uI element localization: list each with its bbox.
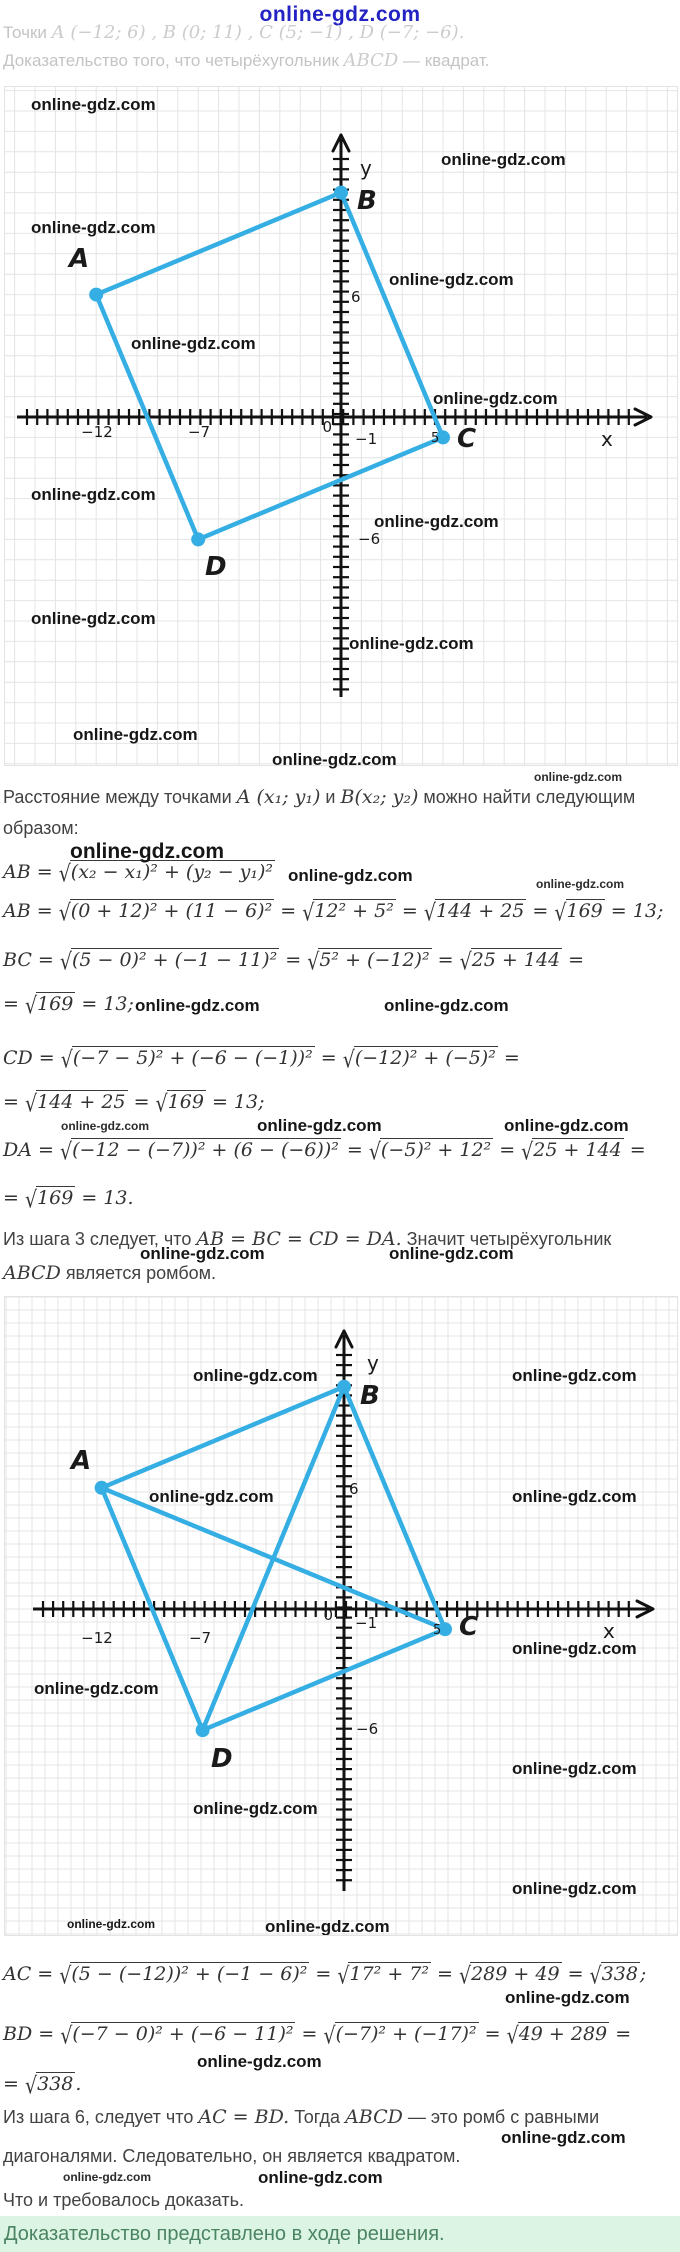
- coordinate-plane-2: [4, 1296, 678, 1936]
- text-run: =: [430, 1963, 459, 1985]
- graph-label-x: x: [603, 1619, 615, 1643]
- sqrt-expression: [24, 2073, 75, 2100]
- watermark: online-gdz.com: [501, 2128, 626, 2147]
- radical-sign: √: [423, 900, 436, 927]
- watermark: online-gdz.com: [258, 2168, 383, 2187]
- graph-label-6: 6: [349, 1480, 359, 1498]
- watermark: online-gdz.com: [131, 334, 256, 353]
- solution-line-dist-2: [3, 818, 79, 839]
- radical-sign: √: [24, 1091, 38, 1118]
- text-run: Из шага 3 следует, что: [3, 1229, 197, 1249]
- text-run: AC =: [3, 1963, 60, 1985]
- text-run: AB =: [3, 861, 59, 883]
- text-run: DA =: [3, 1139, 60, 1161]
- watermark: online-gdz.com: [374, 512, 499, 531]
- radicand: 49 + 289: [518, 2023, 608, 2045]
- text-run: = 13;: [75, 993, 134, 1015]
- radical-sign: √: [60, 2023, 73, 2050]
- graph-label-−12: −12: [81, 423, 113, 441]
- radicand: 169: [566, 900, 603, 922]
- text-run: Что и требовалось доказать.: [3, 2190, 245, 2210]
- watermark: online-gdz.com: [70, 840, 224, 863]
- text-run: =: [127, 1091, 156, 1113]
- graph-label-−7: −7: [188, 1629, 212, 1647]
- watermark: online-gdz.com: [31, 609, 156, 628]
- solution-line-bd-calc-1: [3, 2022, 632, 2050]
- sqrt-expression: [58, 900, 275, 927]
- solution-line-ac-calc: [3, 1962, 647, 1990]
- radical-sign: √: [24, 993, 38, 1020]
- watermark: online-gdz.com: [504, 1116, 629, 1135]
- text-run: ;: [639, 1963, 647, 1985]
- points-statement: [3, 22, 464, 43]
- radicand: 5² + (−12)²: [319, 949, 430, 971]
- solution-line-dist-1: [3, 786, 635, 808]
- inline-math: A (−12; 6) , B (0; 11) , C (5; −1) , D (−7; −6).: [51, 22, 465, 43]
- radicand: 17² + 7²: [349, 1963, 429, 1985]
- radicand: 169: [167, 1091, 204, 1113]
- text-run: =: [562, 949, 585, 971]
- sqrt-expression: [58, 861, 275, 888]
- point-D: [191, 532, 205, 546]
- text-run: Тогда: [289, 2107, 346, 2127]
- text-run: =: [478, 2023, 507, 2045]
- text-run: Точки: [3, 23, 52, 42]
- text-run: BD =: [3, 2023, 61, 2045]
- solution-line-cd-calc-2: [3, 1090, 265, 1118]
- text-run: =: [3, 2073, 25, 2095]
- text-run: — это ромб с равными: [402, 2107, 600, 2127]
- sqrt-expression: [458, 1963, 562, 1990]
- text-run: =: [493, 1139, 522, 1161]
- graph-label-0: 0: [322, 418, 332, 436]
- inline-math: ABCD: [345, 2106, 403, 2128]
- text-run: =: [431, 949, 460, 971]
- radicand: 144 + 25: [435, 900, 525, 922]
- radicand: (0 + 12)² + (11 − 6)²: [70, 900, 273, 922]
- text-run: является ромбом.: [60, 1263, 217, 1283]
- graph-label-6: 6: [351, 288, 361, 306]
- radical-sign: √: [59, 949, 72, 976]
- sqrt-expression: [506, 2023, 610, 2050]
- text-run: BC =: [3, 949, 60, 971]
- point-D: [196, 1723, 210, 1737]
- text-run: =: [340, 1139, 369, 1161]
- inline-math: B(x₂; y₂): [340, 786, 419, 808]
- solution-line-ab-calc: [3, 899, 664, 927]
- solution-line-bd-calc-2: [3, 2072, 82, 2100]
- graph-label-−1: −1: [355, 1614, 378, 1632]
- text-run: =: [3, 993, 25, 1015]
- graph-label-x: x: [601, 427, 613, 451]
- sqrt-expression: [521, 1139, 624, 1166]
- watermark: online-gdz.com: [384, 996, 509, 1015]
- radicand: 25 + 144: [471, 949, 561, 971]
- watermark: online-gdz.com: [389, 1244, 514, 1263]
- radicand: 12² + 5²: [314, 900, 394, 922]
- watermark: online-gdz.com: [63, 2170, 151, 2184]
- site-logo: online-gdz.com: [259, 3, 421, 26]
- text-run: =: [623, 1139, 646, 1161]
- point-A: [95, 1481, 109, 1495]
- radical-sign: √: [24, 1187, 38, 1214]
- sqrt-expression: [59, 1139, 341, 1166]
- radicand: (−7 − 0)² + (−6 − 11)²: [72, 2023, 294, 2045]
- graph-label-B: B: [357, 186, 377, 216]
- radical-sign: √: [337, 1963, 350, 1990]
- watermark: online-gdz.com: [135, 996, 260, 1015]
- text-run: образом:: [3, 818, 79, 838]
- radical-sign: √: [368, 1139, 381, 1166]
- graph-label-5: 5: [433, 1623, 442, 1638]
- sqrt-expression: [24, 1187, 75, 1214]
- graph-label-−6: −6: [358, 530, 381, 548]
- sqrt-expression: [323, 2023, 478, 2050]
- text-run: =: [314, 1047, 343, 1069]
- sqrt-expression: [24, 1091, 128, 1118]
- watermark: online-gdz.com: [31, 218, 156, 237]
- graph-label-−6: −6: [356, 1720, 379, 1738]
- text-run: AB =: [3, 900, 59, 922]
- radicand: 289 + 49: [471, 1963, 560, 1985]
- watermark: online-gdz.com: [512, 1366, 637, 1385]
- text-run: Доказательство того, что четырёхугольник: [3, 51, 344, 70]
- watermark: online-gdz.com: [61, 1119, 149, 1133]
- sqrt-expression: [459, 949, 563, 976]
- solution-line-step6-1: [3, 2106, 599, 2128]
- radicand: 169: [37, 993, 74, 1015]
- watermark: online-gdz.com: [536, 877, 624, 891]
- result-banner: [0, 2216, 680, 2252]
- graph-label-y: y: [367, 1351, 379, 1375]
- watermark: online-gdz.com: [265, 1917, 390, 1936]
- inline-math: ABCD: [3, 1262, 61, 1284]
- solution-line-step3-1: [3, 1228, 611, 1250]
- sqrt-expression: [24, 993, 75, 1020]
- graph-label-C: C: [457, 424, 477, 454]
- radical-sign: √: [155, 1091, 168, 1118]
- watermark: online-gdz.com: [193, 1366, 318, 1385]
- text-run: =: [309, 1963, 338, 1985]
- text-run: =: [295, 2023, 324, 2045]
- text-run: .: [75, 2073, 82, 2095]
- radical-sign: √: [459, 949, 472, 976]
- radical-sign: √: [323, 2023, 336, 2050]
- solution-line-da-calc-2: [3, 1186, 134, 1214]
- result-banner-text: Доказательство представлено в ходе решения.: [4, 2222, 445, 2245]
- radical-sign: √: [59, 1139, 73, 1166]
- text-run: =: [526, 900, 555, 922]
- inline-math: A (x₁; y₁): [236, 786, 321, 808]
- solution-line-bc-calc-2: [3, 992, 134, 1020]
- solution-line-step6-2: [3, 2146, 460, 2167]
- radicand: 338: [37, 2073, 74, 2095]
- text-run: = 13;: [604, 900, 664, 922]
- text-run: Значит четырёхугольник: [401, 1229, 612, 1249]
- graph-label-5: 5: [431, 431, 440, 446]
- text-run: =: [3, 1091, 25, 1113]
- point-B: [334, 186, 348, 200]
- sqrt-expression: [307, 949, 431, 976]
- inline-math: ABCD: [343, 50, 399, 71]
- radical-sign: √: [458, 1963, 472, 1990]
- radical-sign: √: [589, 1963, 602, 1990]
- radical-sign: √: [24, 2073, 38, 2100]
- watermark: online-gdz.com: [433, 389, 558, 408]
- text-run: Из шага 6, следует что: [3, 2107, 199, 2127]
- watermark: online-gdz.com: [197, 2052, 322, 2071]
- watermark: online-gdz.com: [31, 485, 156, 504]
- sqrt-expression: [342, 1047, 498, 1074]
- sqrt-expression: [554, 900, 604, 927]
- text-run: =: [561, 1963, 590, 1985]
- text-run: можно найти следующим: [418, 787, 636, 807]
- watermark: online-gdz.com: [288, 866, 413, 885]
- text-run: — квадрат.: [398, 51, 490, 70]
- text-run: =: [609, 2023, 632, 2045]
- watermark: online-gdz.com: [534, 770, 622, 784]
- sqrt-expression: [155, 1091, 206, 1118]
- solution-line-qed: [3, 2190, 244, 2211]
- radicand: (−12)² + (−5)²: [354, 1047, 496, 1069]
- radical-sign: √: [521, 1139, 534, 1166]
- sqrt-expression: [59, 1963, 309, 1990]
- text-run: и: [320, 787, 341, 807]
- watermark: online-gdz.com: [349, 634, 474, 653]
- watermark: online-gdz.com: [512, 1759, 637, 1778]
- watermark: online-gdz.com: [73, 725, 198, 744]
- watermark: online-gdz.com: [31, 95, 156, 114]
- text-run: =: [274, 900, 303, 922]
- text-run: =: [279, 949, 308, 971]
- graph-label-y: y: [360, 156, 372, 180]
- text-run: = 13;: [205, 1091, 265, 1113]
- radicand: (5 − (−12))² + (−1 − 6)²: [71, 1963, 308, 1985]
- graph-label-−12: −12: [81, 1629, 113, 1647]
- watermark: online-gdz.com: [441, 150, 566, 169]
- watermark: online-gdz.com: [512, 1879, 637, 1898]
- radical-sign: √: [58, 861, 71, 888]
- radical-sign: √: [307, 949, 320, 976]
- graph-label-A: A: [71, 1446, 92, 1476]
- radical-sign: √: [59, 1963, 72, 1990]
- sqrt-expression: [302, 900, 396, 927]
- radicand: 338: [601, 1963, 638, 1985]
- text-run: диагоналями. Следовательно, он является квадратом.: [3, 2146, 461, 2166]
- sqrt-expression: [60, 2023, 295, 2050]
- solution-line-bc-calc-1: [3, 948, 585, 976]
- watermark: online-gdz.com: [512, 1639, 637, 1658]
- solution-line-step3-2: [3, 1262, 216, 1284]
- radicand: (x₂ − x₁)² + (y₂ − y₁)²: [70, 861, 274, 883]
- task-statement: [3, 50, 490, 71]
- text-run: = 13.: [75, 1187, 134, 1209]
- point-B: [337, 1380, 351, 1394]
- watermark: online-gdz.com: [272, 750, 397, 769]
- graph-label-B: B: [360, 1381, 380, 1411]
- text-run: CD =: [3, 1047, 61, 1069]
- radical-sign: √: [342, 1047, 355, 1074]
- watermark: online-gdz.com: [149, 1487, 274, 1506]
- graph-label-0: 0: [323, 1606, 333, 1624]
- sqrt-expression: [423, 900, 527, 927]
- text-run: Расстояние между точками: [3, 787, 237, 807]
- graph-label-D: D: [205, 552, 227, 582]
- coordinate-plane-1: [4, 86, 678, 766]
- graph-label-C: C: [459, 1612, 479, 1642]
- graph-label-A: A: [69, 244, 90, 274]
- radical-sign: √: [58, 900, 71, 927]
- inline-math: AC = BD.: [198, 2106, 290, 2128]
- radicand: (−7 − 5)² + (−6 − (−1))²: [72, 1047, 313, 1069]
- radicand: (5 − 0)² + (−1 − 11)²: [71, 949, 278, 971]
- graph-label-D: D: [211, 1744, 233, 1774]
- watermark: online-gdz.com: [505, 1988, 630, 2007]
- sqrt-expression: [368, 1139, 493, 1166]
- radical-sign: √: [302, 900, 315, 927]
- sqrt-expression: [337, 1963, 431, 1990]
- sqrt-expression: [59, 949, 279, 976]
- text-run: =: [497, 1047, 520, 1069]
- radical-sign: √: [506, 2023, 519, 2050]
- point-A: [89, 288, 103, 302]
- radicand: (−5)² + 12²: [380, 1139, 492, 1161]
- radicand: 25 + 144: [533, 1139, 622, 1161]
- watermark: online-gdz.com: [389, 270, 514, 289]
- graph-label-−7: −7: [187, 423, 211, 441]
- watermark: online-gdz.com: [140, 1244, 265, 1263]
- sqrt-expression: [589, 1963, 640, 1990]
- radicand: 169: [37, 1187, 74, 1209]
- radical-sign: √: [60, 1047, 73, 1074]
- graph-label-−1: −1: [355, 430, 378, 448]
- watermark: online-gdz.com: [193, 1799, 318, 1818]
- radicand: 144 + 25: [37, 1091, 126, 1113]
- watermark: online-gdz.com: [257, 1116, 382, 1135]
- radicand: (−7)² + (−17)²: [335, 2023, 477, 2045]
- solution-line-da-calc-1: [3, 1138, 646, 1166]
- inline-math: AB = BC = CD = DA.: [196, 1228, 402, 1250]
- text-run: =: [395, 900, 424, 922]
- solution-line-cd-calc-1: [3, 1046, 520, 1074]
- watermark: online-gdz.com: [67, 1917, 155, 1931]
- text-run: =: [3, 1187, 25, 1209]
- watermark: online-gdz.com: [512, 1487, 637, 1506]
- radicand: (−12 − (−7))² + (6 − (−6))²: [72, 1139, 339, 1161]
- sqrt-expression: [60, 1047, 315, 1074]
- watermark: online-gdz.com: [34, 1679, 159, 1698]
- radical-sign: √: [554, 900, 567, 927]
